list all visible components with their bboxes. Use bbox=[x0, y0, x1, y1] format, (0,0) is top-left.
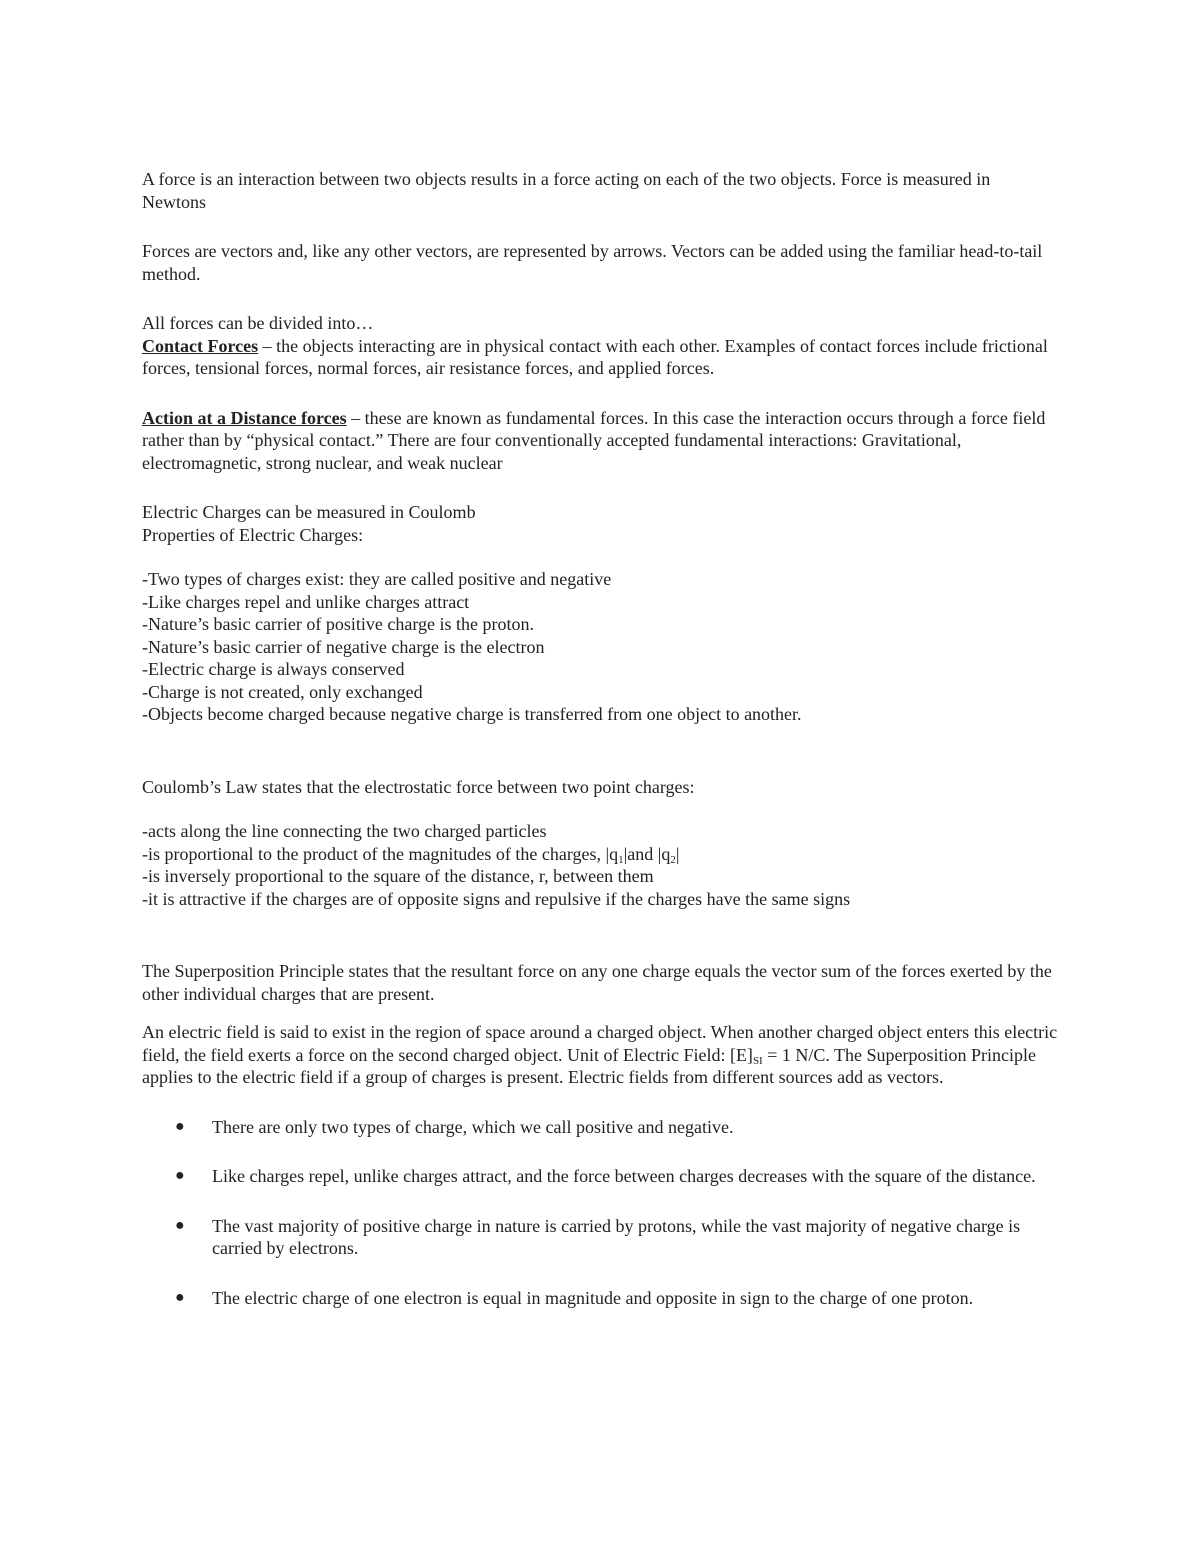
electric-field-text: = 1 N/C. The Superposition Principle applies to the electric field if a group of charges is present. Electric fields from different sources add as vectors. bbox=[142, 1044, 1037, 1087]
superposition-paragraph: The Superposition Principle states that the resultant force on any one charge equals the vector sum of the forces exerted by the other individual charges that are present. bbox=[142, 961, 1052, 1004]
coulomb-item-proportional bbox=[142, 843, 1058, 866]
coulomb-item: -it is attractive if the charges are of opposite signs and repulsive if the charges have the same signs bbox=[142, 888, 851, 909]
coulomb-law-list bbox=[142, 820, 1058, 910]
coulomb-item: -acts along the line connecting the two charged particles bbox=[142, 821, 547, 841]
list-item-text: The vast majority of positive charge in nature is carried by protons, while the vast majority of negative charge is carried by electrons. bbox=[212, 1215, 1021, 1258]
document-page bbox=[142, 168, 1058, 1336]
summary-bullet-list bbox=[142, 1116, 1058, 1310]
distance-forces-text: – these are known as fundamental forces. In this case the interaction occurs through a force field rather than by “physical contact.” There are four conventionally accepted fundamental interactions: Gravitational, electromagnetic, strong nuclear, and weak nuclear bbox=[142, 407, 1046, 473]
coulomb-item: -is inversely proportional to the square of the distance, r, between them bbox=[142, 866, 654, 886]
charges-unit-line: Electric Charges can be measured in Coulomb bbox=[142, 502, 476, 522]
bullet-icon: ● bbox=[175, 1167, 185, 1184]
si-subscript: SI bbox=[752, 1054, 763, 1067]
list-item bbox=[142, 1215, 1058, 1260]
intro-paragraph-force: A force is an interaction between two objects results in a force acting on each of the two objects. Force is measured in Newtons bbox=[142, 169, 991, 212]
bullet-icon: ● bbox=[175, 1288, 185, 1306]
charges-section bbox=[142, 501, 1058, 546]
property-item: -Like charges repel and unlike charges attract bbox=[142, 591, 470, 612]
list-item bbox=[142, 1116, 1058, 1139]
distance-forces-term: Action at a Distance forces bbox=[142, 407, 347, 428]
property-item: -Objects become charged because negative charge is transferred from one object to another. bbox=[142, 704, 802, 724]
property-item: -Electric charge is always conserved bbox=[142, 659, 405, 679]
list-item-text: Like charges repel, unlike charges attract, and the force between charges decreases with the square of the distance. bbox=[212, 1166, 1036, 1186]
forces-section bbox=[142, 312, 1058, 380]
bullet-icon: ● bbox=[175, 1117, 185, 1135]
contact-forces-term: Contact Forces bbox=[142, 335, 259, 356]
coulomb-item-text: -is proportional to the product of the magnitudes of the charges, |q bbox=[142, 843, 619, 864]
coulomb-item-text: |and |q bbox=[623, 843, 671, 864]
distance-forces-paragraph bbox=[142, 407, 1058, 475]
property-item: -Nature’s basic carrier of positive charge is the proton. bbox=[142, 614, 535, 634]
electric-field-paragraph bbox=[142, 1021, 1058, 1089]
list-item-text: There are only two types of charge, which we call positive and negative. bbox=[212, 1116, 734, 1137]
coulomb-law-lead: Coulomb’s Law states that the electrostatic force between two point charges: bbox=[142, 776, 695, 797]
property-item: -Two types of charges exist: they are called positive and negative bbox=[142, 569, 612, 589]
bullet-icon: ● bbox=[175, 1216, 185, 1234]
forces-lead: All forces can be divided into… bbox=[142, 313, 374, 333]
subscript-1: 1 bbox=[618, 853, 624, 866]
coulomb-item-text: | bbox=[675, 843, 680, 864]
list-item bbox=[142, 1287, 1058, 1310]
charges-properties-heading: Properties of Electric Charges: bbox=[142, 524, 364, 545]
electric-field-text: An electric field is said to exist in the region of space around a charged object. When another charged object enters this electric field, the field exerts a force on the second charged object. Unit of Electric Field: [E] bbox=[142, 1022, 1058, 1065]
charges-properties-list bbox=[142, 568, 1058, 726]
property-item: -Charge is not created, only exchanged bbox=[142, 681, 423, 702]
list-item-text: The electric charge of one electron is equal in magnitude and opposite in sign to the charge of one proton. bbox=[212, 1287, 974, 1308]
property-item: -Nature’s basic carrier of negative charge is the electron bbox=[142, 636, 545, 657]
intro-paragraph-vectors: Forces are vectors and, like any other vectors, are represented by arrows. Vectors can be added using the familiar head-to-tail method. bbox=[142, 241, 1043, 284]
subscript-2: 2 bbox=[670, 853, 676, 866]
contact-forces-text: – the objects interacting are in physical contact with each other. Examples of contact forces include frictional forces, tensional forces, normal forces, air resistance forces, and applied forces. bbox=[142, 335, 1048, 378]
list-item bbox=[142, 1165, 1058, 1188]
contact-forces-paragraph bbox=[142, 335, 1058, 380]
